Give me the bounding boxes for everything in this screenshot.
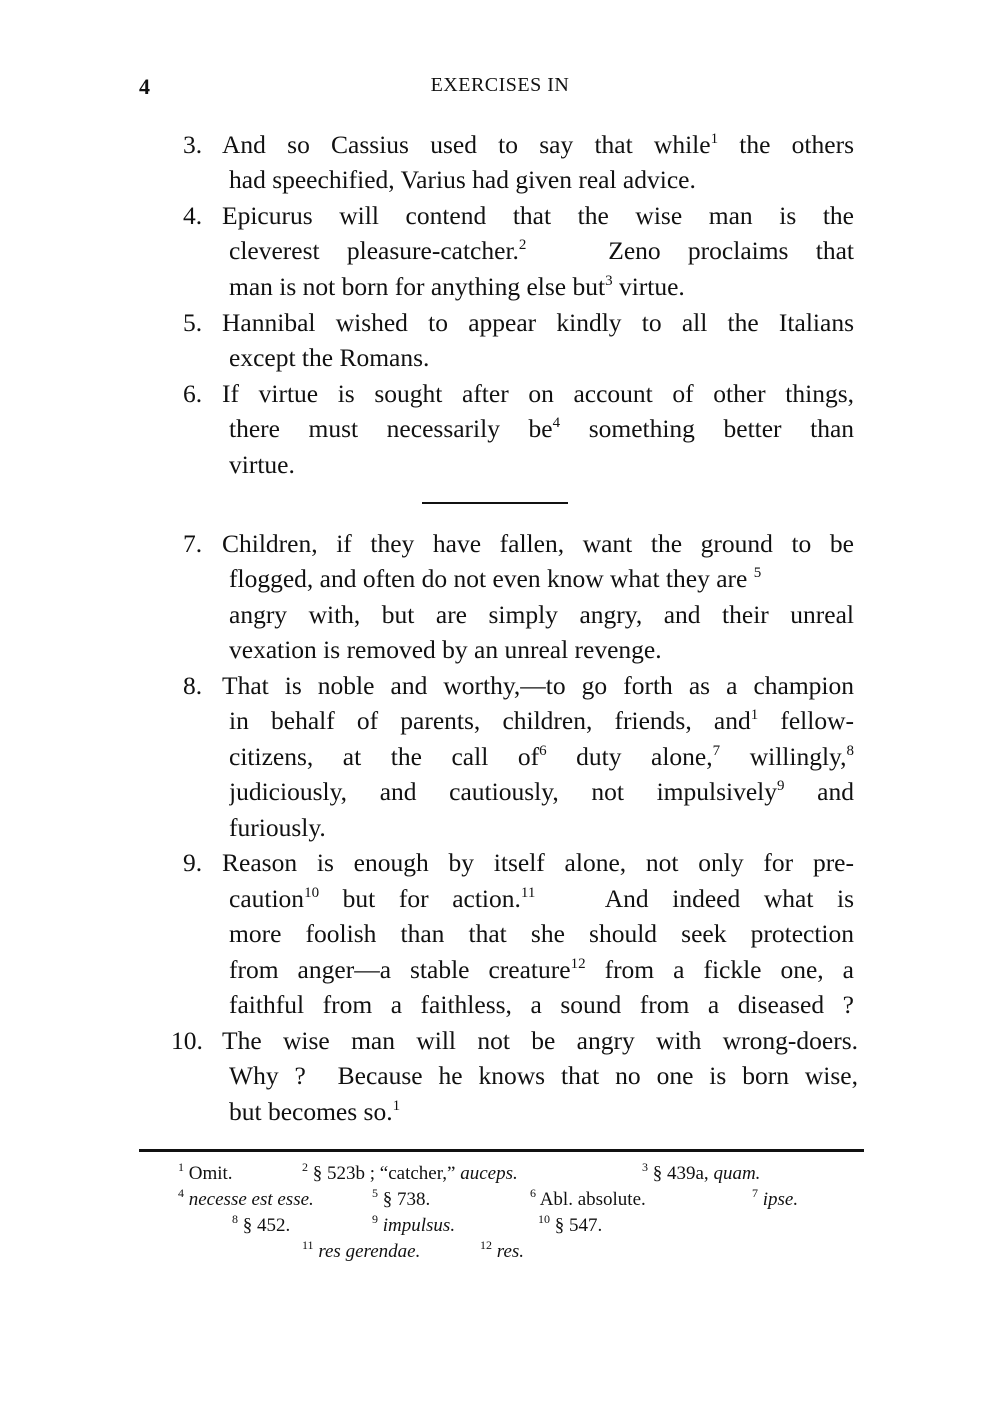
exercise-line: man is not born for anything else but$^3$ virtue. xyxy=(229,272,685,301)
footnote: $^2$ § 523b ; “catcher,” auceps. xyxy=(302,1160,518,1184)
exercise-line: had speechified, Varius had given real advice. xyxy=(229,165,696,194)
exercise-line: more foolish than that she should seek protection xyxy=(229,919,854,948)
footnote: $^7$ ipse. xyxy=(752,1186,799,1210)
exercise-line: furiously. xyxy=(229,813,326,842)
footnote: $^{12}$ res. xyxy=(480,1238,525,1262)
exercise-line: faithful from a faithless, a sound from a diseased ? xyxy=(229,990,854,1019)
exercise-line: from anger—a stable creature$^{12}$ from a fickle one, a xyxy=(229,955,854,984)
exercise-line: cleverest pleasure-catcher.$^2$ Zeno proclaims that xyxy=(229,236,854,265)
exercise-line: in behalf of parents, children, friends, and$^1$ fellow- xyxy=(229,706,854,735)
exercise-line: Why ? Because he knows that no one is born wise, xyxy=(229,1061,858,1090)
footnote: $^3$ § 439a, quam. xyxy=(642,1160,761,1184)
footnote-rule xyxy=(139,1149,864,1152)
footnote: $^{10}$ § 547. xyxy=(538,1212,603,1236)
exercise-line: citizens, at the call $of^6$ duty alone,$^7$ willingly,$^8$ xyxy=(229,742,854,771)
footnote: $^8$ § 452. xyxy=(232,1212,291,1236)
exercise-line: vexation is removed by an unreal revenge. xyxy=(229,635,662,664)
exercise-number: 8. xyxy=(183,671,203,700)
exercise-number: 10. xyxy=(171,1026,203,1055)
exercise-line: there must necessarily $be^4$ something better than xyxy=(229,414,854,443)
exercise-number: 9. xyxy=(183,848,203,877)
page-number: 4 xyxy=(139,74,150,99)
exercise-line: flogged, and often do not even know what they are $^5$ xyxy=(229,564,762,593)
exercise-line: The wise man will not be angry with wrong-doers. xyxy=(222,1026,858,1055)
exercise-line: That is noble and worthy,—to go forth as a champion xyxy=(222,671,854,700)
running-title: EXERCISES IN xyxy=(430,74,570,96)
exercise-number: 7. xyxy=(183,529,203,558)
footnote: $^6$ Abl. absolute. xyxy=(530,1186,646,1210)
exercise-line: Hannibal wished to appear kindly to all the Italians xyxy=(222,308,854,337)
exercise-number: 4. xyxy=(183,201,203,230)
exercise-line: except the Romans. xyxy=(229,343,430,372)
footnote: $^1$ Omit. xyxy=(178,1160,233,1184)
exercise-line: Children, if they have fallen, want the ground to be xyxy=(222,529,854,558)
section-separator xyxy=(422,502,568,504)
footnote: $^4$ necesse est esse. xyxy=(178,1186,314,1210)
exercise-line: caution$^{10}$ but for action.$^{11}$ And indeed what is xyxy=(229,884,854,913)
exercise-number: 5. xyxy=(183,308,203,337)
exercise-line: Epicurus will contend that the wise man is the xyxy=(222,201,854,230)
exercise-number: 3. xyxy=(183,130,203,159)
footnote: $^5$ § 738. xyxy=(372,1186,431,1210)
running-head xyxy=(0,74,1000,102)
exercise-line: but becomes so.$^1$ xyxy=(229,1097,401,1126)
exercise-line: Reason is enough by itself alone, not only for pre- xyxy=(222,848,854,877)
exercise-line: virtue. xyxy=(229,450,295,479)
exercise-number: 6. xyxy=(183,379,203,408)
footnote: $^9$ impulsus. xyxy=(372,1212,456,1236)
exercise-line: And so Cassius used to say that while$^1$ the others xyxy=(222,130,854,159)
exercise-line: If virtue is sought after on account of other things, xyxy=(222,379,854,408)
exercise-line: angry with, but are simply angry, and their unreal xyxy=(229,600,854,629)
footnote: $^{11}$ res gerendae. xyxy=(302,1238,421,1262)
exercise-line: judiciously, and cautiously, not impulsively$^9$ and xyxy=(229,777,854,806)
